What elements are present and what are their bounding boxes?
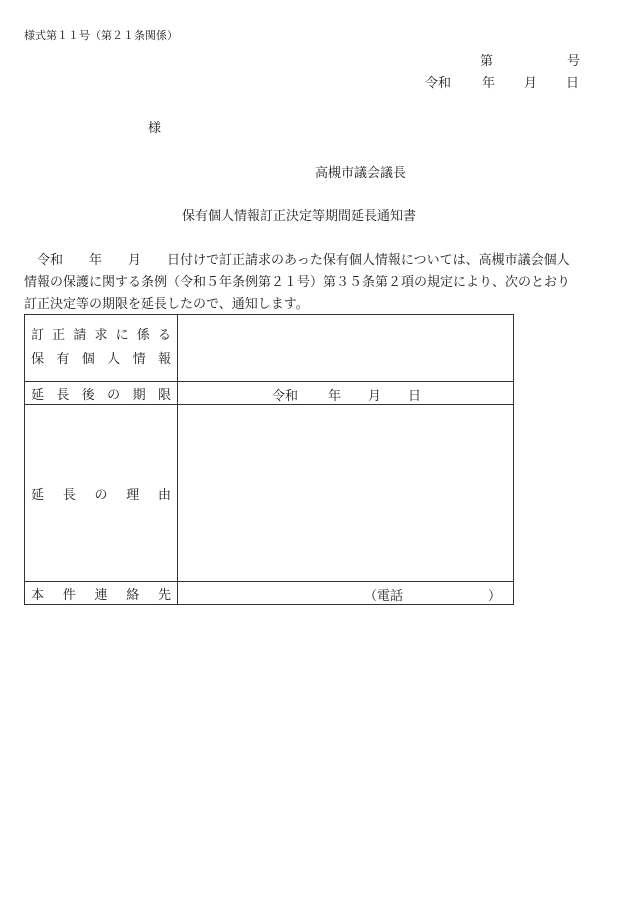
- row-label-reason: [25, 405, 178, 582]
- addressee-honorific: 様: [148, 121, 162, 136]
- sender: 高槻市議会議長: [315, 166, 407, 181]
- issue-date-era: 令和: [425, 76, 452, 91]
- form-number: 様式第１１号（第２１条関係）: [24, 29, 178, 42]
- label-char: 期: [132, 387, 146, 403]
- label-char: 情: [132, 352, 146, 367]
- label-char: 本: [31, 587, 45, 603]
- label-char: 先: [157, 587, 171, 603]
- document-title: 保有個人情報訂正決定等期間延長通知書: [182, 209, 417, 224]
- row-label-extended-deadline: [25, 382, 178, 405]
- table-row: [25, 315, 514, 382]
- label-char: 長: [56, 387, 70, 403]
- body-line: 情報の保護に関する条例（令和５年条例第２１号）第３５条第２項の規定により、次のとおり: [24, 275, 571, 290]
- ext-date-day: 日: [408, 389, 422, 404]
- issue-date-month: 月: [524, 76, 538, 91]
- extended-deadline-field[interactable]: [178, 382, 514, 405]
- phone-close: ）: [488, 589, 502, 604]
- row-label-personal-info: [25, 315, 178, 382]
- label-char: 求: [94, 328, 108, 343]
- phone-open: （電話: [364, 589, 404, 604]
- label-line: [25, 484, 177, 503]
- label-char: 延: [31, 487, 45, 503]
- label-char: 保: [31, 352, 45, 367]
- doc-number-suffix: 号: [567, 54, 581, 69]
- ext-date-month: 月: [368, 389, 382, 404]
- label-char: る: [157, 328, 171, 343]
- label-char: 後: [81, 387, 95, 403]
- label-char: 係: [136, 328, 150, 343]
- label-line: [25, 324, 177, 348]
- personal-info-field[interactable]: [178, 315, 514, 382]
- label-char: の: [94, 487, 108, 503]
- doc-number-prefix: 第: [480, 54, 494, 69]
- reason-field[interactable]: [178, 405, 514, 582]
- label-char: 報: [157, 352, 171, 367]
- label-char: 理: [126, 487, 140, 503]
- label-char: 人: [107, 352, 121, 367]
- label-char: の: [107, 387, 121, 403]
- label-char: 限: [157, 387, 171, 403]
- contact-field[interactable]: [178, 582, 514, 605]
- table-row: [25, 405, 514, 582]
- issue-date-day: 日: [566, 76, 580, 91]
- body-line: 訂正決定等の期限を延長したので、通知します。: [24, 297, 309, 312]
- ext-date-year: 年: [328, 389, 342, 404]
- label-char: 請: [73, 328, 87, 343]
- form-table: [24, 314, 514, 605]
- label-line: [25, 348, 177, 372]
- label-char: 延: [31, 387, 45, 403]
- label-char: 長: [62, 487, 76, 503]
- body-text: [24, 250, 584, 316]
- label-char: 連: [94, 587, 108, 603]
- label-char: 絡: [126, 587, 140, 603]
- label-line: [25, 584, 177, 603]
- body-line: 令和 年 月 日付けで訂正請求のあった保有個人情報については、高槻市議会個人: [24, 253, 570, 268]
- label-char: 件: [62, 587, 76, 603]
- label-line: [25, 384, 177, 403]
- label-char: 訂: [31, 328, 45, 343]
- extended-deadline-date: [178, 382, 513, 404]
- table-row: [25, 582, 514, 605]
- label-char: に: [115, 328, 129, 343]
- label-char: 個: [81, 352, 95, 367]
- label-char: 正: [52, 328, 66, 343]
- issue-date-year: 年: [482, 76, 496, 91]
- row-label-contact: [25, 582, 178, 605]
- contact-phone: [178, 582, 513, 604]
- ext-date-era: 令和: [272, 389, 299, 404]
- table-row: [25, 382, 514, 405]
- label-char: 有: [56, 352, 70, 367]
- label-char: 由: [157, 487, 171, 503]
